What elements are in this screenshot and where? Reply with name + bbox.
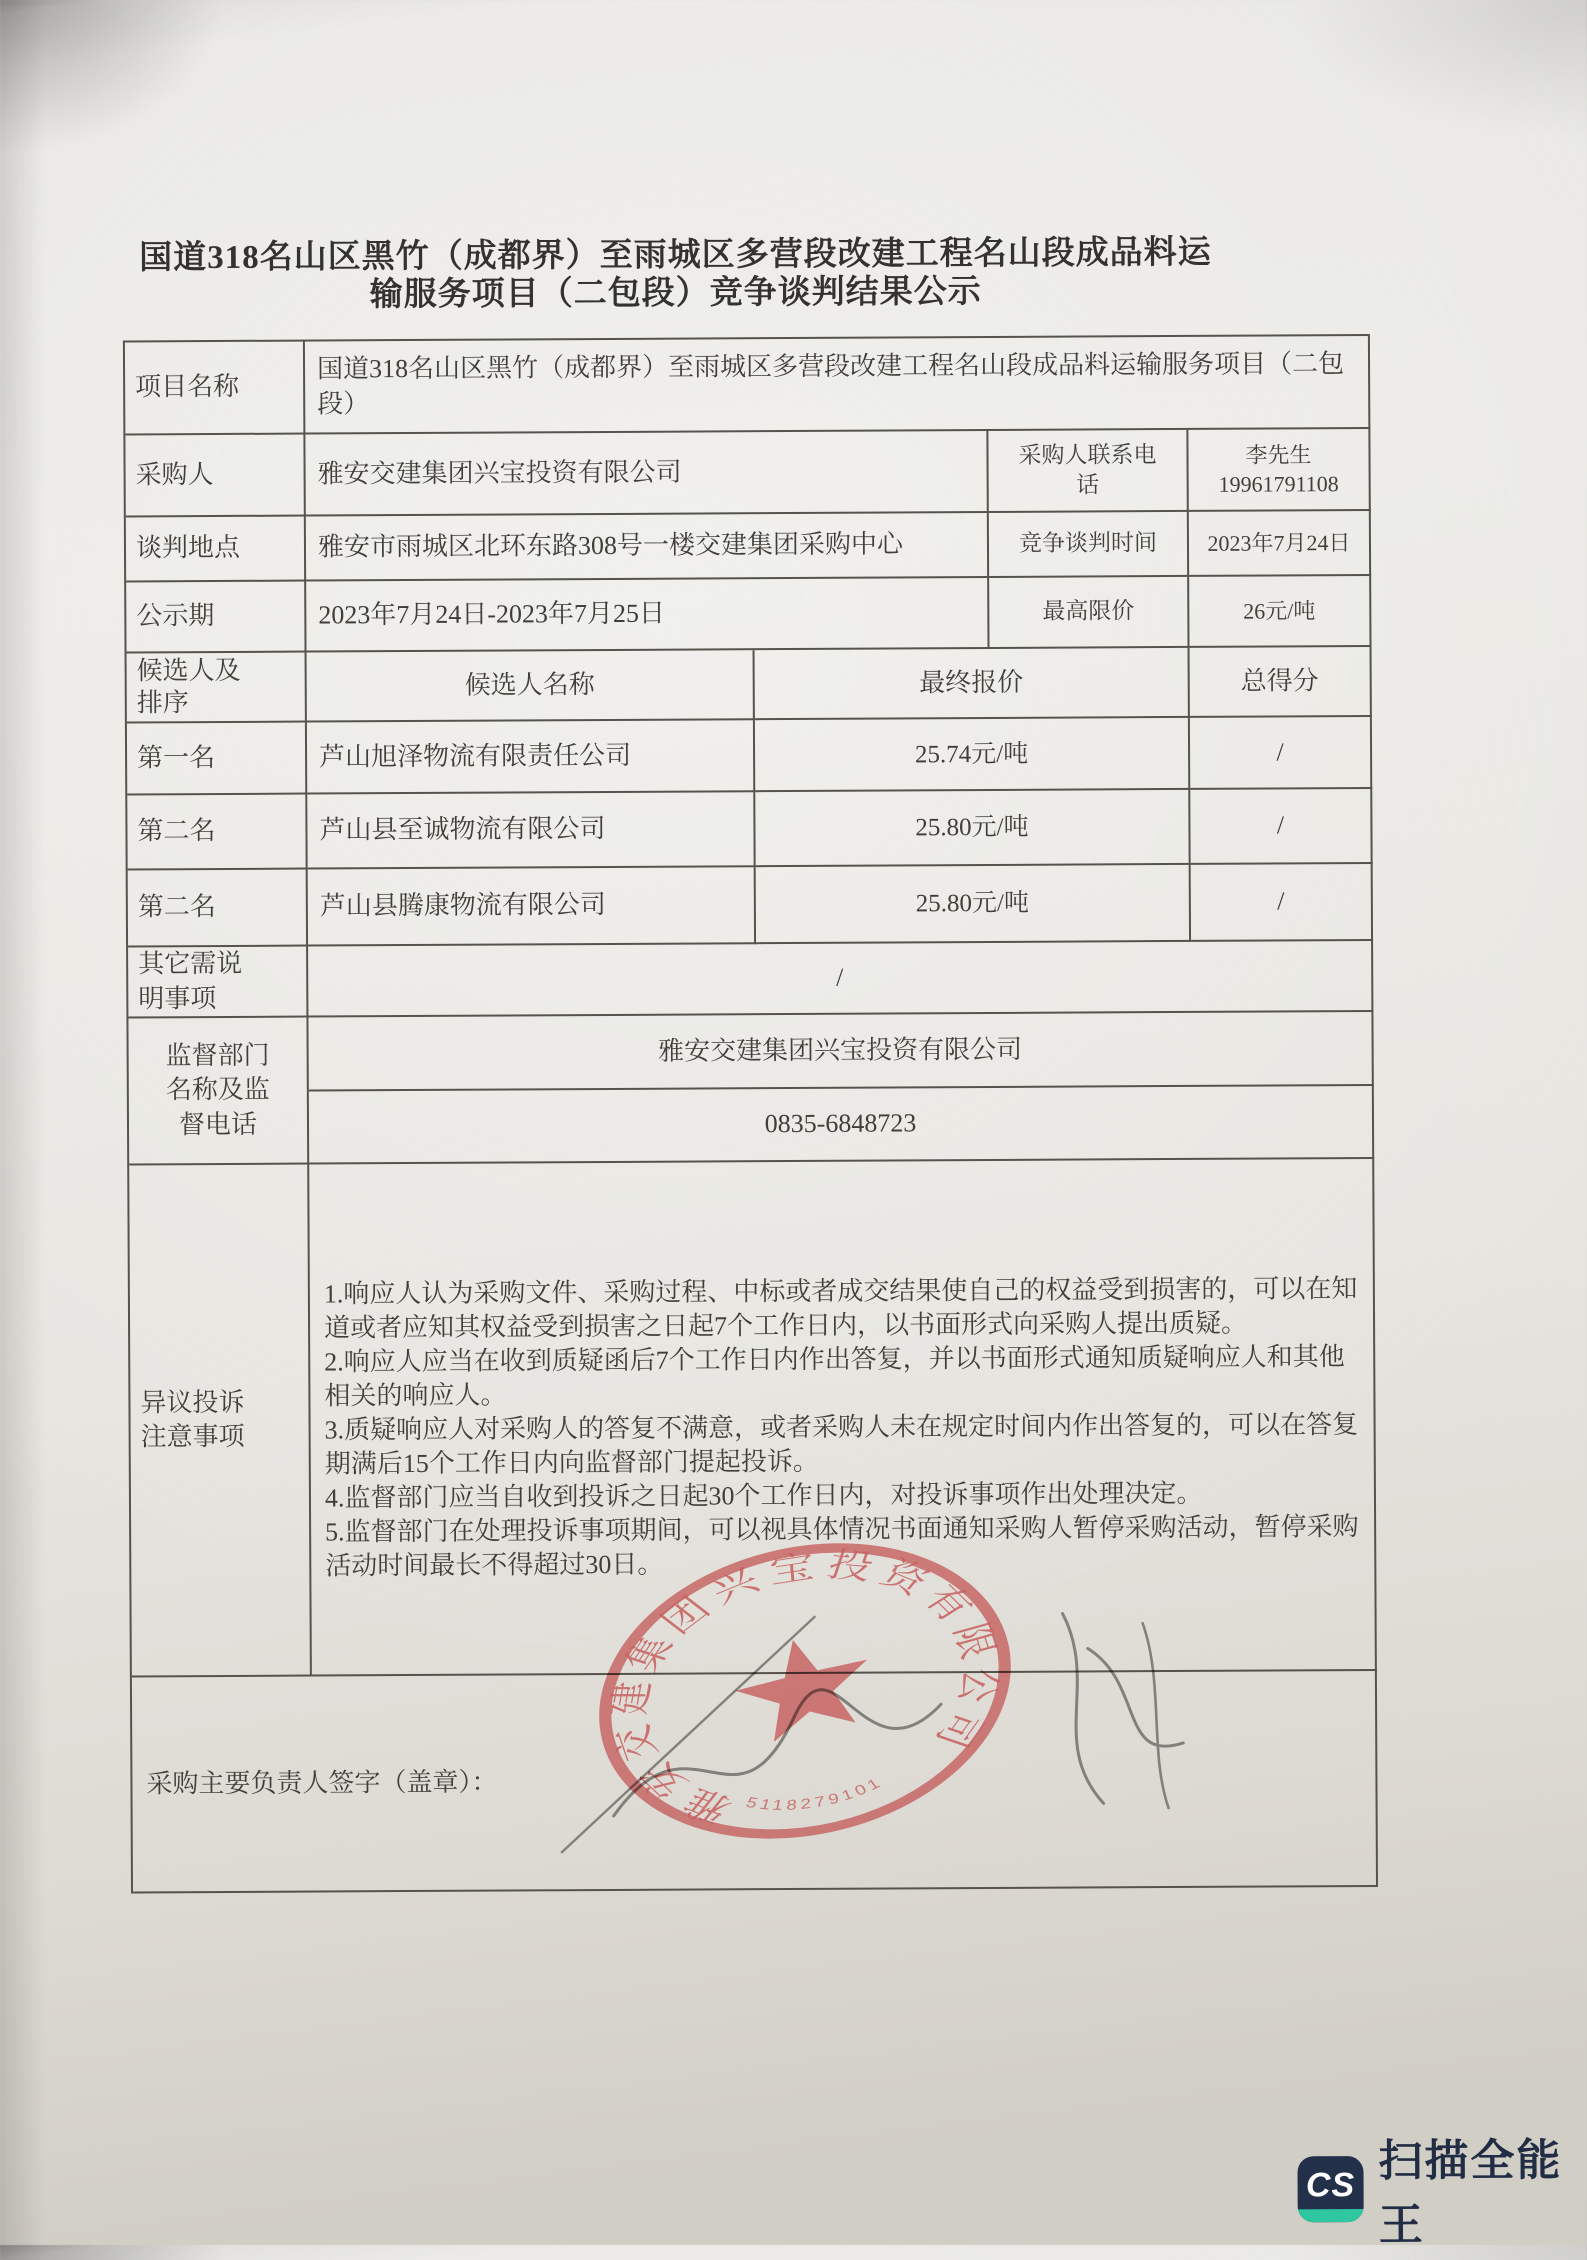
supervision-phone: 0835-6848723 xyxy=(309,1086,1374,1165)
project-name-value: 国道318名山区黑竹（成都界）至雨城区多营段改建工程名山段成品料运输服务项目（二包段） xyxy=(305,336,1370,435)
candidate-rank: 第二名 xyxy=(128,870,308,948)
project-name-row xyxy=(125,336,1370,436)
candidate-price: 25.80元/吨 xyxy=(756,865,1191,944)
candidate-rank: 第二名 xyxy=(127,795,307,871)
candidate-row xyxy=(127,717,1372,796)
supervision-department: 雅安交建集团兴宝投资有限公司 xyxy=(308,1012,1373,1092)
supervision-label: 监督部门 名称及监 督电话 xyxy=(128,1018,309,1166)
candidate-score: / xyxy=(1190,789,1372,865)
negotiation-value: 雅安市雨城区北环东路308号一楼交建集团采购中心 xyxy=(306,513,989,582)
camscanner-name: 扫描全能王 xyxy=(1378,2135,1563,2250)
max-price-label: 最高限价 xyxy=(989,577,1189,649)
objection-item: 4.监督部门应当自收到投诉之日起30个工作日内，对投诉事项作出处理决定。 xyxy=(324,1478,1203,1513)
candidate-row xyxy=(127,789,1372,871)
candidate-name: 芦山县腾康物流有限公司 xyxy=(308,867,756,946)
publicity-label: 公示期 xyxy=(126,582,306,654)
contact-phone: 19961791108 xyxy=(1218,471,1339,497)
objection-label: 异议投诉 注意事项 xyxy=(129,1165,312,1678)
candidates-score-header: 总得分 xyxy=(1190,647,1372,718)
contact-name: 李先生 xyxy=(1245,442,1312,468)
candidates-price-header: 最终报价 xyxy=(755,648,1190,720)
objection-item: 5.监督部门在处理投诉事项期间，可以视具体情况书面通知采购人暂停采购活动，暂停采购活动时间最长不得超过30日。 xyxy=(325,1512,1359,1581)
candidate-price: 25.80元/吨 xyxy=(755,790,1190,867)
purchaser-contact-label: 采购人联系电 话 xyxy=(988,430,1188,513)
objection-item: 3.质疑响应人对采购人的答复不满意，或者采购人未在规定时间内作出答复的，可以在答复期满后15个工作日内向监督部门提起投诉。 xyxy=(324,1410,1359,1479)
candidate-rank: 第一名 xyxy=(127,723,307,796)
candidates-name-header: 候选人名称 xyxy=(307,650,755,722)
camscanner-icon xyxy=(1297,2156,1363,2222)
purchaser-label: 采购人 xyxy=(125,435,305,518)
candidate-name: 芦山县至诚物流有限公司 xyxy=(307,792,755,869)
other-notes-value: / xyxy=(308,941,1373,1018)
project-name-label: 项目名称 xyxy=(125,342,305,436)
supervision-row xyxy=(128,1012,1374,1166)
purchaser-row xyxy=(125,429,1370,518)
handwritten-signature xyxy=(542,1551,1194,1869)
negotiation-label: 谈判地点 xyxy=(126,517,306,583)
camscanner-icon-strip xyxy=(1298,2209,1364,2222)
supervision-values xyxy=(308,1012,1374,1165)
seal-company-text: 雅安交建集团兴宝投资有限公司 xyxy=(604,1545,1006,1830)
candidates-rank-header: 候选人及 排序 xyxy=(127,653,307,724)
candidate-price: 25.74元/吨 xyxy=(755,718,1190,792)
max-price-value: 26元/吨 xyxy=(1189,576,1371,648)
candidate-score: / xyxy=(1191,864,1373,942)
seal-serial: 5118279101 xyxy=(743,1773,887,1814)
other-notes-row xyxy=(128,941,1373,1019)
other-notes-label: 其它需说 明事项 xyxy=(128,947,308,1019)
negotiation-time-value: 2023年7月24日 xyxy=(1189,511,1371,577)
objection-item: 1.响应人认为采购文件、采购过程、中标或者成交结果使自己的权益受到损害的，可以在知道或者应知其权益受到损害之日起7个工作日内，以书面形式向采购人提出质疑。 xyxy=(323,1274,1358,1343)
objection-item: 2.响应人应当在收到质疑函后7个工作日内作出答复，并以书面形式通知质疑响应人和其他相关的响应人。 xyxy=(324,1342,1345,1411)
signature-label: 采购主要负责人签字（盖章）： xyxy=(132,1671,1378,1894)
negotiation-time-label: 竞争谈判时间 xyxy=(989,512,1189,578)
negotiation-row xyxy=(126,511,1371,583)
purchaser-value: 雅安交建集团兴宝投资有限公司 xyxy=(305,431,988,517)
publicity-value: 2023年7月24日-2023年7月25日 xyxy=(306,578,989,653)
purchaser-contact-value xyxy=(1188,429,1370,512)
candidate-score: / xyxy=(1190,717,1372,790)
camscanner-badge xyxy=(1297,2135,1587,2250)
publicity-row xyxy=(126,576,1371,654)
candidates-header-row xyxy=(127,647,1372,724)
candidate-name: 芦山旭泽物流有限责任公司 xyxy=(307,720,755,794)
camscanner-initials: CS xyxy=(1305,2165,1356,2204)
page-title: 国道318名山区黑竹（成都界）至雨城区多营段改建工程名山段成品料运 输服务项目（二包段）竞争谈判结果公示 xyxy=(139,234,1212,314)
candidate-row xyxy=(128,864,1373,948)
